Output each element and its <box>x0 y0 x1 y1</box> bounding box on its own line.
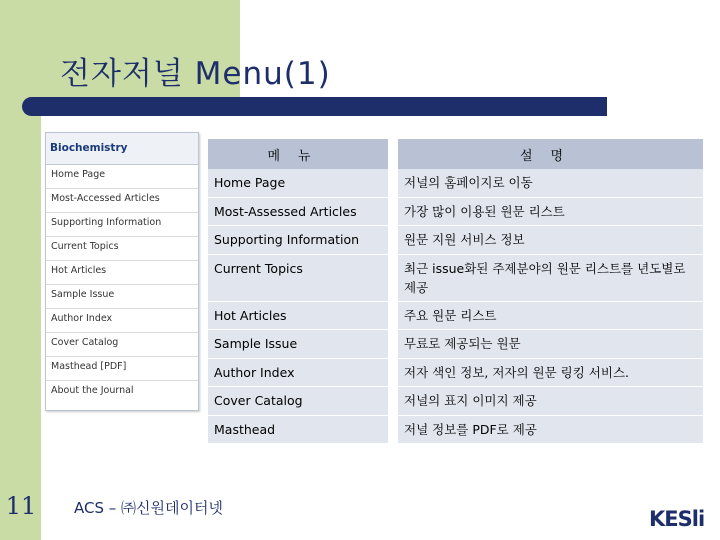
footer-text: ACS – ㈜신원데이터넷 <box>74 499 223 517</box>
menu-cell: Most-Assessed Articles <box>208 198 388 227</box>
slide-title: 전자저널 Menu(1) <box>60 56 331 92</box>
page-number: 11 <box>5 492 37 520</box>
menu-cell: Sample Issue <box>208 330 388 359</box>
table-row <box>208 387 703 416</box>
description-cell: 저널의 표지 이미지 제공 <box>398 387 703 416</box>
menu-cell: Current Topics <box>208 255 388 302</box>
menu-cell: Home Page <box>208 169 388 198</box>
title-underline-bar <box>22 97 607 116</box>
column-gap <box>388 169 398 198</box>
table-row <box>208 255 703 302</box>
sidebar-item-cover-catalog[interactable]: Cover Catalog <box>46 333 198 357</box>
sidebar-item-masthead[interactable]: Masthead [PDF] <box>46 357 198 381</box>
sidebar-item-author-index[interactable]: Author Index <box>46 309 198 333</box>
table-row <box>208 226 703 255</box>
description-cell: 무료로 제공되는 원문 <box>398 330 703 359</box>
column-header-menu: 메뉴 <box>208 139 388 169</box>
menu-cell: Masthead <box>208 416 388 445</box>
menu-cell: Hot Articles <box>208 302 388 331</box>
table-row <box>208 416 703 445</box>
column-gap <box>388 139 398 169</box>
column-gap <box>388 198 398 227</box>
column-gap <box>388 302 398 331</box>
table-row <box>208 359 703 388</box>
description-cell: 저널 정보를 PDF로 제공 <box>398 416 703 445</box>
column-gap <box>388 387 398 416</box>
sidebar-item-hot-articles[interactable]: Hot Articles <box>46 261 198 285</box>
column-gap <box>388 255 398 302</box>
kesli-logo: KESli <box>649 507 705 531</box>
sidebar-item-about-journal[interactable]: About the Journal <box>51 385 134 396</box>
description-cell: 가장 많이 이용된 원문 리스트 <box>398 198 703 227</box>
column-gap <box>388 359 398 388</box>
column-gap <box>388 226 398 255</box>
description-cell: 저널의 홈페이지로 이동 <box>398 169 703 198</box>
sidebar-item-most-accessed[interactable]: Most-Accessed Articles <box>46 189 198 213</box>
table-header-row <box>208 139 703 169</box>
description-cell: 저자 색인 정보, 저자의 원문 링킹 서비스. <box>398 359 703 388</box>
table-row <box>208 169 703 198</box>
menu-cell: Author Index <box>208 359 388 388</box>
sidebar-journal-name: Biochemistry <box>46 133 198 165</box>
column-gap <box>388 330 398 359</box>
table-row <box>208 302 703 331</box>
sidebar-item-current-topics[interactable]: Current Topics <box>46 237 198 261</box>
table-row <box>208 330 703 359</box>
table-row <box>208 198 703 227</box>
sidebar-item-sample-issue[interactable]: Sample Issue <box>46 285 198 309</box>
menu-cell: Supporting Information <box>208 226 388 255</box>
sidebar-item-supporting-info[interactable]: Supporting Information <box>46 213 198 237</box>
description-cell: 원문 지원 서비스 정보 <box>398 226 703 255</box>
journal-menu-screenshot <box>45 132 199 411</box>
menu-cell: Cover Catalog <box>208 387 388 416</box>
sidebar-item-home-page[interactable]: Home Page <box>46 165 198 189</box>
menu-description-table <box>208 139 703 444</box>
column-gap <box>388 416 398 445</box>
column-header-description: 설명 <box>398 139 703 169</box>
description-cell: 최근 issue화된 주제분야의 원문 리스트를 년도별로 제공 <box>398 255 703 302</box>
description-cell: 주요 원문 리스트 <box>398 302 703 331</box>
